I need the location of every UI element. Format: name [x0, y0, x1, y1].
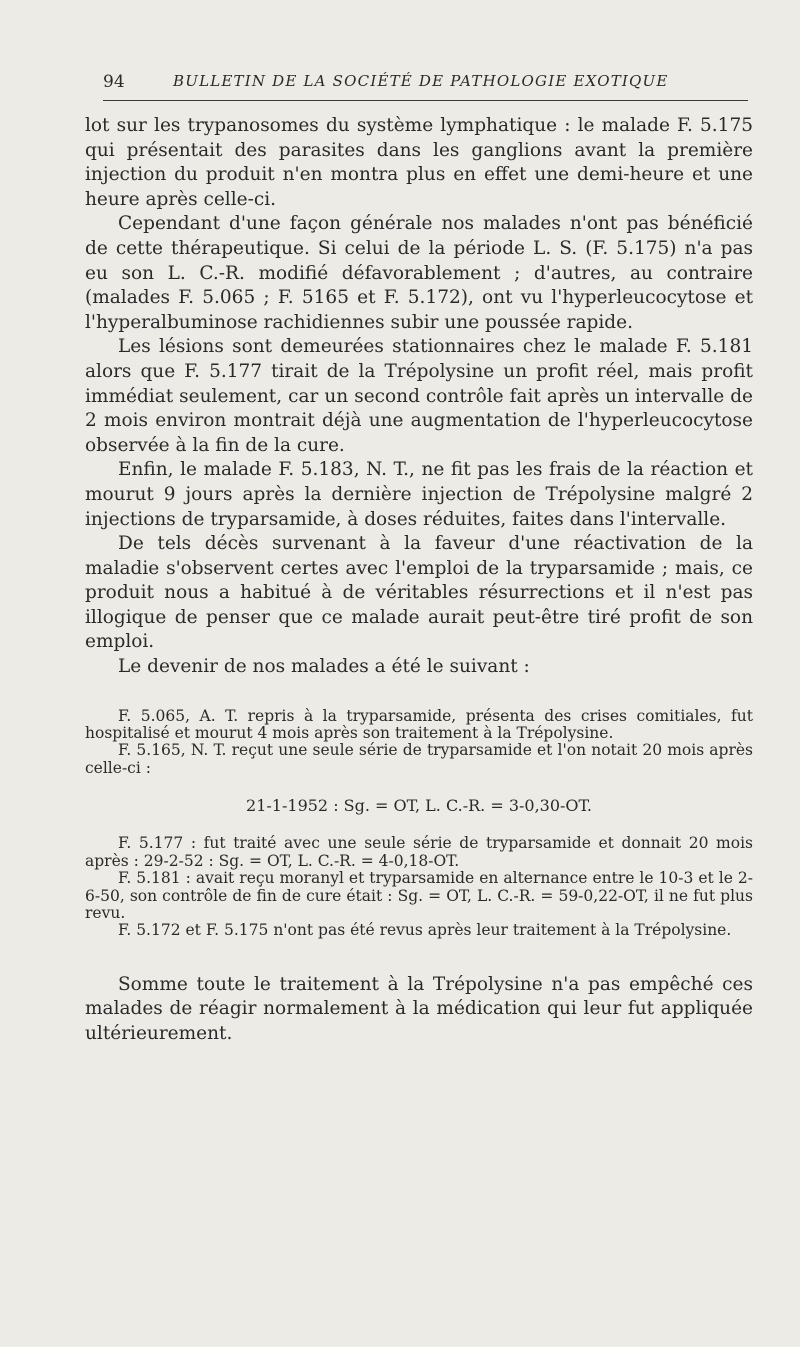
paragraph: Le devenir de nos malades a été le suivant : — [118, 656, 530, 678]
running-title: BULLETIN DE LA SOCIÉTÉ DE PATHOLOGIE EXOTIQUE — [173, 72, 669, 90]
page-number: 94 — [103, 72, 125, 92]
case-note: F. 5.181 : avait reçu moranyl et tryparsamide en alternance entre le 10-3 et le 2-6-50, son contrôle de fin de cure était : Sg. = OT, L. C.-R. = 59-0,22-OT, il ne fut plus revu. — [85, 869, 753, 922]
paragraph: Enfin, le malade F. 5.183, N. T., ne fit pas les frais de la réaction et mourut 9 jours après la dernière injection de Trépolysine malgré 2 injections de tryparsamide, à doses réduites, faites dans l'intervalle. — [85, 459, 753, 530]
header-rule — [103, 100, 748, 101]
paragraph: lot sur les trypanosomes du système lymphatique : le malade F. 5.175 qui présentait des parasites dans les ganglions avant la première injection du produit n'en montra plus en effet une demi-heure et une heure après celle-ci. — [85, 115, 753, 210]
closing-paragraph: Somme toute le traitement à la Trépolysine n'a pas empêché ces malades de réagir normalement à la médication qui leur fut appliquée ultérieurement. — [85, 973, 753, 1044]
closing-block — [85, 973, 753, 1047]
case-notes — [85, 708, 753, 940]
lab-result-formula: 21-1-1952 : Sg. = OT, L. C.-R. = 3-0,30-OT. — [246, 796, 592, 816]
page-header — [103, 72, 748, 96]
case-note: F. 5.065, A. T. repris à la tryparsamide, présenta des crises comitiales, fut hospitalisé et mourut 4 mois après son traitement à la Trépolysine. — [85, 706, 753, 743]
case-note: F. 5.172 et F. 5.175 n'ont pas été revus après leur traitement à la Trépolysine. — [118, 921, 732, 940]
case-note: F. 5.177 : fut traité avec une seule série de tryparsamide et donnait 20 mois après : 29-2-52 : Sg. = OT, L. C.-R. = 4-0,18-OT. — [85, 834, 753, 870]
paragraph: Les lésions sont demeurées stationnaires chez le malade F. 5.181 alors que F. 5.177 tirait de la Trépolysine un profit réel, mais profit immédiat seulement, car un second contrôle fait après un intervalle de 2 mois environ montrait déjà une augmentation de l'hyperleucocytose observée à la fin de la cure. — [85, 336, 753, 456]
paragraph: Cependant d'une façon générale nos malades n'ont pas bénéficié de cette thérapeutique. Si celui de la période L. S. (F. 5.175) n'a pas eu son L. C.-R. modifié défavorablement ; d'autres, au contraire (malades F. 5.065 ; F. 5165 et F. 5.172), ont vu l'hyperleucocytose et l'hyperalbuminose rachidiennes subir une poussée rapide. — [85, 213, 753, 333]
case-note: F. 5.165, N. T. reçut une seule série de tryparsamide et l'on notait 20 mois après celle-ci : — [85, 741, 753, 777]
paragraph: De tels décès survenant à la faveur d'une réactivation de la maladie s'observent certes avec l'emploi de la tryparsamide ; mais, ce produit nous a habitué à de véritables résurrections et il n'est pas illogique de penser que ce malade aurait peut-être tiré profit de son emploi. — [85, 533, 753, 653]
page-body — [85, 114, 753, 1047]
